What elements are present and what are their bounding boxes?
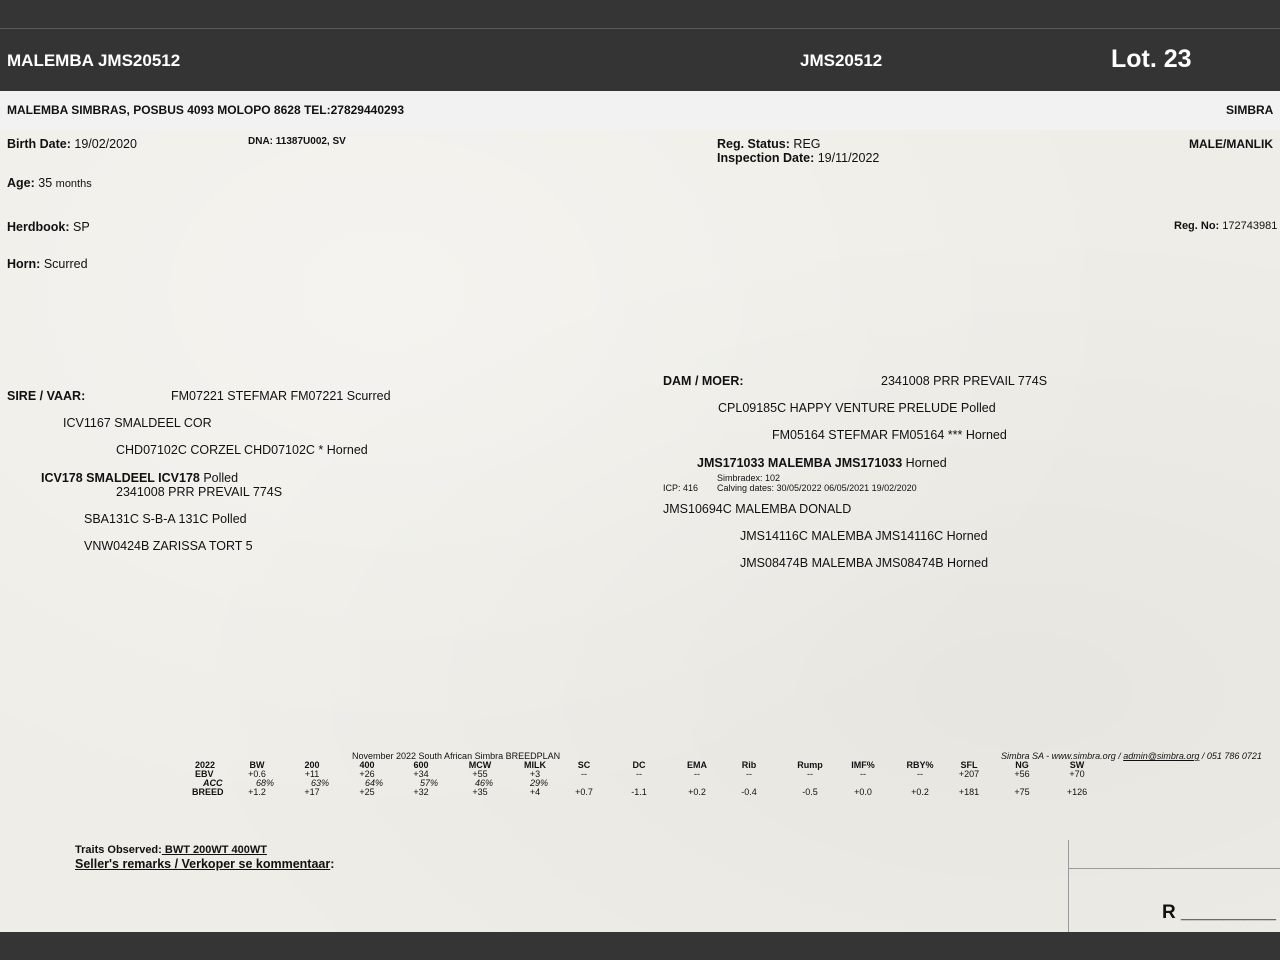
reg-number: Reg. No: 172743981 bbox=[1174, 220, 1278, 232]
acc-row-label: ACC bbox=[203, 778, 223, 788]
ebv-value: -- bbox=[860, 769, 866, 779]
ebv-col-header: DC bbox=[632, 760, 646, 770]
ebv-value: +11 bbox=[304, 769, 320, 779]
dam-name: 2341008 PRR PREVAIL 774S bbox=[881, 374, 1048, 388]
breed-value: -1.1 bbox=[631, 787, 647, 797]
breeder-info: MALEMBA SIMBRAS, POSBUS 4093 MOLOPO 8628 TEL:27829440293 bbox=[7, 103, 405, 117]
breed-name: SIMBRA bbox=[1226, 103, 1274, 117]
inspection-date: Inspection Date: 19/11/2022 bbox=[717, 151, 880, 165]
seller-remarks: Seller's remarks / Verkoper se kommentaar: bbox=[75, 857, 335, 871]
ebv-col-header: SFL bbox=[960, 760, 978, 770]
ebv-col-header: Rump bbox=[797, 760, 823, 770]
herdbook: Herdbook: SP bbox=[7, 220, 90, 234]
birth-date: Birth Date: 19/02/2020 bbox=[7, 137, 137, 151]
ebv-col-header: RBY% bbox=[906, 760, 934, 770]
ebv-col-header: NG bbox=[1015, 760, 1029, 770]
acc-value: 29% bbox=[529, 778, 548, 788]
ebv-col-header: SC bbox=[577, 760, 591, 770]
ebv-col-header: 400 bbox=[359, 760, 375, 770]
bottom-bar bbox=[0, 932, 1280, 960]
dam-sire-sire: FM05164 STEFMAR FM05164 *** Horned bbox=[772, 428, 1007, 442]
animal-title: MALEMBA JMS20512 bbox=[7, 51, 181, 70]
breed-value: +17 bbox=[304, 787, 320, 797]
ebv-col-header: Rib bbox=[741, 760, 757, 770]
acc-value: 63% bbox=[310, 778, 329, 788]
reg-status: Reg. Status: REG bbox=[717, 137, 821, 151]
ebv-value: +70 bbox=[1069, 769, 1085, 779]
ebv-value: -- bbox=[581, 769, 587, 779]
ebv-value: +55 bbox=[472, 769, 488, 779]
dam-sire: CPL09185C HAPPY VENTURE PRELUDE Polled bbox=[718, 401, 996, 415]
dam-ancestor-1: JMS14116C MALEMBA JMS14116C Horned bbox=[740, 529, 988, 543]
price-box bbox=[1068, 840, 1280, 932]
ebv-value: -- bbox=[694, 769, 700, 779]
ebv-row-label: EBV bbox=[195, 769, 214, 779]
breed-value: +126 bbox=[1066, 787, 1088, 797]
age: Age: 35 months bbox=[7, 176, 92, 190]
sire-ancestor-1: SBA131C S-B-A 131C Polled bbox=[84, 512, 247, 526]
dna-info: DNA: 11387U002, SV bbox=[248, 136, 346, 147]
ebv-col-header: 200 bbox=[304, 760, 320, 770]
breed-value: +0.2 bbox=[911, 787, 929, 797]
sire-ancestor-2: VNW0424B ZARISSA TORT 5 bbox=[84, 539, 253, 553]
breed-value: +0.7 bbox=[575, 787, 593, 797]
acc-value: 46% bbox=[474, 778, 493, 788]
sire-sire: ICV1167 SMALDEEL COR bbox=[63, 416, 212, 430]
ebv-value: +0.6 bbox=[248, 769, 266, 779]
lot-number: Lot. 23 bbox=[1111, 45, 1192, 73]
ebv-title: November 2022 South African Simbra BREEDPLAN bbox=[352, 751, 561, 761]
breed-value: +4 bbox=[529, 787, 541, 797]
animal-id: JMS20512 bbox=[800, 51, 883, 70]
breed-value: -0.5 bbox=[802, 787, 818, 797]
dam-dam-sire: JMS10694C MALEMBA DONALD bbox=[663, 502, 852, 516]
ebv-value: -- bbox=[746, 769, 752, 779]
lot-header bbox=[0, 28, 1280, 92]
breeder-bar bbox=[0, 91, 1280, 131]
ebv-value: +56 bbox=[1014, 769, 1030, 779]
ebv-value: -- bbox=[917, 769, 923, 779]
dam-dam: JMS171033 MALEMBA JMS171033 Horned bbox=[697, 456, 947, 470]
simbradex: Simbradex: 102 bbox=[717, 473, 781, 483]
sire-label: SIRE / VAAR: bbox=[7, 389, 86, 403]
ebv-value: -- bbox=[636, 769, 642, 779]
sire-dam-dam: 2341008 PRR PREVAIL 774S bbox=[116, 485, 283, 499]
breed-value: +35 bbox=[472, 787, 488, 797]
top-bar bbox=[0, 0, 1280, 28]
breed-value: +0.2 bbox=[688, 787, 706, 797]
ebv-year-label: 2022 bbox=[195, 760, 216, 770]
ebv-col-header: SW bbox=[1069, 760, 1085, 770]
price-field[interactable]: R _________ bbox=[1162, 902, 1277, 923]
sire-name: FM07221 STEFMAR FM07221 Scurred bbox=[171, 389, 391, 403]
ebv-value: +3 bbox=[529, 769, 541, 779]
acc-value: 68% bbox=[255, 778, 274, 788]
simbra-contact: Simbra SA - www.simbra.org / admin@simbra.org / 051 786 0721 bbox=[1001, 751, 1262, 761]
breed-value: +0.0 bbox=[854, 787, 872, 797]
ebv-col-header: 600 bbox=[413, 760, 429, 770]
acc-value: 64% bbox=[364, 778, 383, 788]
breed-row-label: BREED bbox=[192, 787, 224, 797]
breed-value: +75 bbox=[1014, 787, 1030, 797]
dam-ancestor-2: JMS08474B MALEMBA JMS08474B Horned bbox=[740, 556, 989, 570]
breed-value: +181 bbox=[958, 787, 980, 797]
catalogue-page bbox=[0, 130, 1280, 932]
calving-dates: Calving dates: 30/05/2022 06/05/2021 19/02/2020 bbox=[717, 483, 917, 493]
sire-sire-sire: CHD07102C CORZEL CHD07102C * Horned bbox=[116, 443, 368, 457]
ebv-value: +207 bbox=[958, 769, 980, 779]
icp: ICP: 416 bbox=[663, 483, 699, 493]
ebv-col-header: MILK bbox=[524, 760, 546, 770]
ebv-value: -- bbox=[807, 769, 813, 779]
ebv-col-header: EMA bbox=[687, 760, 707, 770]
acc-value: 57% bbox=[419, 778, 438, 788]
ebv-col-header: MCW bbox=[468, 760, 492, 770]
ebv-value: +34 bbox=[413, 769, 429, 779]
traits-observed: Traits Observed: BWT 200WT 400WT bbox=[75, 844, 267, 856]
breed-value: +1.2 bbox=[248, 787, 266, 797]
ebv-col-header: BW bbox=[249, 760, 265, 770]
sex: MALE/MANLIK bbox=[1189, 137, 1273, 151]
sire-dam: ICV178 SMALDEEL ICV178 Polled bbox=[41, 471, 239, 485]
ebv-value: +26 bbox=[359, 769, 375, 779]
ebv-col-header: IMF% bbox=[851, 760, 875, 770]
horn-status: Horn: Scurred bbox=[7, 257, 88, 271]
breed-value: +25 bbox=[359, 787, 375, 797]
dam-label: DAM / MOER: bbox=[663, 374, 744, 388]
breed-value: +32 bbox=[413, 787, 429, 797]
breed-value: -0.4 bbox=[741, 787, 757, 797]
